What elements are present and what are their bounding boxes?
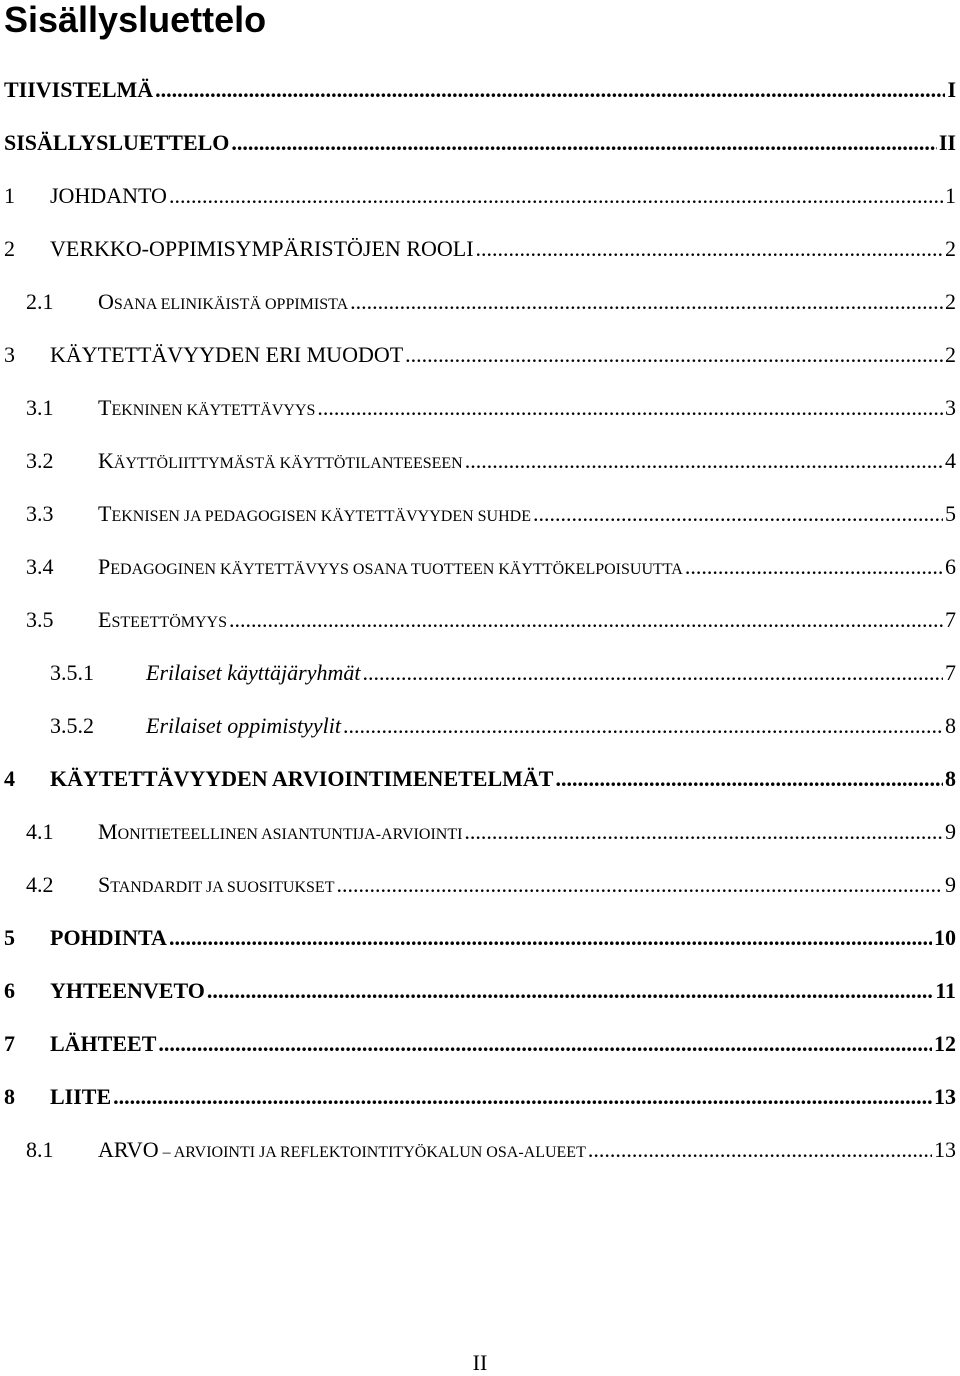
toc-entry-page: 12 bbox=[934, 1031, 956, 1056]
toc-entry-title: JOHDANTO bbox=[50, 183, 167, 208]
toc-entry-title: Erilaiset oppimistyylit bbox=[146, 713, 341, 738]
toc-entry-number: 3.5 bbox=[26, 607, 54, 632]
toc-entry-number: 4.2 bbox=[26, 872, 54, 897]
toc-entry[interactable] bbox=[4, 764, 956, 794]
toc-entry-page: 9 bbox=[945, 872, 956, 897]
dot-leader bbox=[685, 552, 943, 582]
toc-entry-page: 2 bbox=[945, 342, 956, 367]
toc-entry[interactable] bbox=[26, 499, 956, 529]
toc-entry-number: 3.4 bbox=[26, 554, 54, 579]
toc-entry-number: 8.1 bbox=[26, 1137, 54, 1162]
toc-entry-title: PEDAGOGINEN KÄYTETTÄVYYS OSANA TUOTTEEN KÄYTTÖKELPOISUUTTA bbox=[98, 554, 683, 579]
toc-entry-number: 6 bbox=[4, 978, 15, 1003]
toc-entry[interactable] bbox=[26, 446, 956, 476]
toc-entry[interactable] bbox=[26, 287, 956, 317]
toc-entry-title: VERKKO-OPPIMISYMPÄRISTÖJEN ROOLI bbox=[50, 236, 474, 261]
toc-entry[interactable] bbox=[4, 923, 956, 953]
toc-entry-number: 7 bbox=[4, 1031, 15, 1056]
dot-leader bbox=[350, 287, 943, 317]
dot-leader bbox=[158, 1029, 932, 1059]
toc-entry[interactable] bbox=[26, 870, 956, 900]
toc-entry[interactable] bbox=[26, 393, 956, 423]
toc-entry[interactable] bbox=[50, 711, 956, 741]
toc-entry-page: II bbox=[938, 130, 956, 155]
toc-entry-number: 3.5.1 bbox=[50, 660, 94, 685]
toc-entry-page: 11 bbox=[935, 978, 956, 1003]
dot-leader bbox=[533, 499, 943, 529]
toc-entry-number: 3.3 bbox=[26, 501, 54, 526]
toc-entry-page: 4 bbox=[945, 448, 956, 473]
toc-entry-title: TIIVISTELMÄ bbox=[4, 77, 154, 102]
toc-entry-title: TEKNINEN KÄYTETTÄVYYS bbox=[98, 395, 316, 420]
toc-entry-page: 2 bbox=[945, 236, 956, 261]
toc-entry-title: MONITIETEELLINEN ASIANTUNTIJA-ARVIOINTI bbox=[98, 819, 463, 844]
toc-entry-title: KÄYTETTÄVYYDEN ARVIOINTIMENETELMÄT bbox=[50, 766, 554, 791]
dot-leader bbox=[317, 393, 943, 423]
toc-entry-title: STANDARDIT JA SUOSITUKSET bbox=[98, 872, 335, 897]
toc-entry-number: 3.5.2 bbox=[50, 713, 94, 738]
toc-entry[interactable] bbox=[50, 658, 956, 688]
toc-entry-page: 13 bbox=[934, 1084, 956, 1109]
toc-entry-number: 1 bbox=[4, 183, 15, 208]
page-number-footer: II bbox=[472, 1350, 488, 1375]
dot-leader bbox=[464, 817, 943, 847]
page-title: Sisällysluettelo bbox=[4, 0, 267, 40]
toc-entry-title: SISÄLLYSLUETTELO bbox=[4, 130, 230, 155]
toc-entry-page: 9 bbox=[945, 819, 956, 844]
toc-entry-page: 2 bbox=[945, 289, 956, 314]
dot-leader bbox=[113, 1082, 932, 1112]
toc-entry-page: I bbox=[947, 77, 956, 102]
dot-leader bbox=[169, 923, 932, 953]
toc-entry-title: KÄYTTÖLIITTYMÄSTÄ KÄYTTÖTILANTEESEEN bbox=[98, 448, 463, 473]
dot-leader bbox=[207, 976, 933, 1006]
toc-entry-number: 8 bbox=[4, 1084, 15, 1109]
toc-entry[interactable] bbox=[4, 1029, 956, 1059]
toc-entry[interactable] bbox=[4, 976, 956, 1006]
toc-entry-page: 8 bbox=[945, 766, 956, 791]
toc-entry-title: ARVO – ARVIOINTI JA REFLEKTOINTITYÖKALUN OSA-ALUEET bbox=[98, 1137, 586, 1162]
toc-entry-page: 10 bbox=[934, 925, 956, 950]
toc-entry-title: TEKNISEN JA PEDAGOGISEN KÄYTETTÄVYYDEN SUHDE bbox=[98, 501, 531, 526]
dot-leader bbox=[555, 764, 943, 794]
toc-entry[interactable] bbox=[4, 234, 956, 264]
toc-entry-page: 8 bbox=[945, 713, 956, 738]
toc-entry-number: 3 bbox=[4, 342, 15, 367]
toc-entry-number: 4 bbox=[4, 766, 15, 791]
dot-leader bbox=[336, 870, 943, 900]
toc-entry-page: 13 bbox=[934, 1137, 956, 1162]
toc-entry-number: 4.1 bbox=[26, 819, 54, 844]
toc-entry[interactable] bbox=[26, 1135, 956, 1165]
toc-entry[interactable] bbox=[26, 605, 956, 635]
dot-leader bbox=[465, 446, 943, 476]
toc-entry-number: 5 bbox=[4, 925, 15, 950]
dot-leader bbox=[588, 1135, 932, 1165]
dot-leader bbox=[405, 340, 943, 370]
toc-entry-page: 6 bbox=[945, 554, 956, 579]
toc-entry-title: YHTEENVETO bbox=[50, 978, 205, 1003]
toc-entry-title: Erilaiset käyttäjäryhmät bbox=[146, 660, 361, 685]
toc-entry-title: POHDINTA bbox=[50, 925, 167, 950]
dot-leader bbox=[476, 234, 943, 264]
toc-entry-number: 2.1 bbox=[26, 289, 54, 314]
dot-leader bbox=[362, 658, 943, 688]
toc-entry[interactable] bbox=[4, 1082, 956, 1112]
toc-entry[interactable] bbox=[26, 552, 956, 582]
toc-entry-title: LIITE bbox=[50, 1084, 112, 1109]
dot-leader bbox=[155, 75, 945, 105]
toc-entry-page: 5 bbox=[945, 501, 956, 526]
toc-entry[interactable] bbox=[4, 75, 956, 105]
toc-entry[interactable] bbox=[26, 817, 956, 847]
toc-entry-title: OSANA ELINIKÄISTÄ OPPIMISTA bbox=[98, 289, 349, 314]
toc-entry-number: 2 bbox=[4, 236, 15, 261]
toc-entry-page: 3 bbox=[945, 395, 956, 420]
toc-entry-title: KÄYTETTÄVYYDEN ERI MUODOT bbox=[50, 342, 404, 367]
dot-leader bbox=[169, 181, 943, 211]
toc-entry-number: 3.2 bbox=[26, 448, 54, 473]
dot-leader bbox=[231, 128, 936, 158]
toc-entry-page: 7 bbox=[945, 607, 956, 632]
toc-entry[interactable] bbox=[4, 128, 956, 158]
toc-entry-title: LÄHTEET bbox=[50, 1031, 157, 1056]
toc-entry[interactable] bbox=[4, 181, 956, 211]
toc-entry[interactable] bbox=[4, 340, 956, 370]
toc-entry-page: 7 bbox=[945, 660, 956, 685]
toc-entry-page: 1 bbox=[945, 183, 956, 208]
toc-entry-number: 3.1 bbox=[26, 395, 54, 420]
toc-entry-title: ESTEETTÖMYYS bbox=[98, 607, 228, 632]
dot-leader bbox=[343, 711, 943, 741]
dot-leader bbox=[229, 605, 943, 635]
